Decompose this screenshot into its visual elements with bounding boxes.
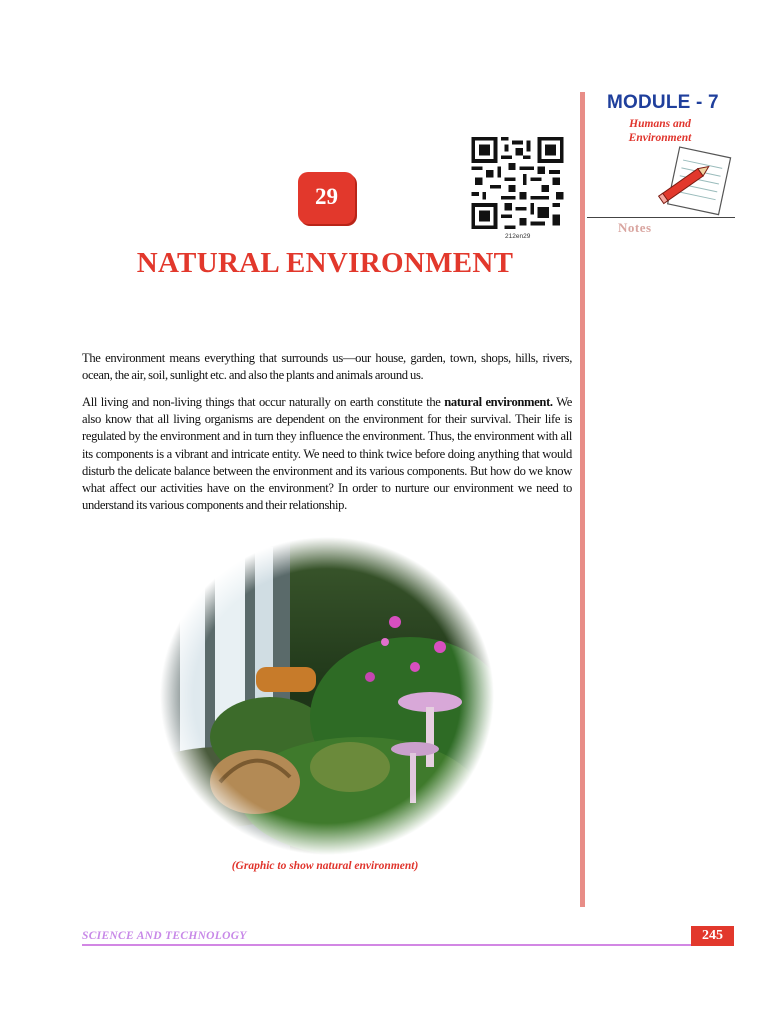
qr-code-label: 212en29 <box>505 233 531 240</box>
natural-environment-illustration <box>160 537 495 855</box>
margin-rule <box>580 92 585 907</box>
chapter-title: NATURAL ENVIRONMENT <box>136 247 514 279</box>
page-number: 245 <box>691 926 734 946</box>
notes-divider <box>587 217 735 218</box>
module-title: MODULE - 7 <box>607 92 719 113</box>
module-subtitle-line2: Environment <box>628 132 692 144</box>
intro-paragraph: The environment means everything that surrounds us—our house, garden, town, shops, hills, rivers, ocean, the air, soil, sunlight etc. and also the plants and animals around us. <box>82 351 572 383</box>
paragraph-text: We also know that all living organisms are dependent on the environment for their survival. Their life is regulated by the environment and in turn they influence the environment. Thus, the environment with all its components is a vibrant and intricate entity. We need to think twice before doing anything that would disturb the delicate balance between the environment and its various components. But how do we know what affect our activities have on the environment? In order to nurture our environment we need to understand its various components and their relationship. <box>82 395 573 513</box>
body-paragraph <box>82 394 572 514</box>
footer-divider <box>82 944 732 946</box>
chapter-number-badge: 29 <box>298 172 355 224</box>
footer-subject: SCIENCE AND TECHNOLOGY <box>82 930 247 942</box>
notes-label: Notes <box>618 220 652 235</box>
figure-caption: (Graphic to show natural environment) <box>231 860 419 872</box>
key-term: natural environment. <box>444 395 553 409</box>
qr-code-icon <box>469 137 566 229</box>
module-subtitle <box>610 117 710 145</box>
notepad-pencil-icon <box>655 145 733 217</box>
module-subtitle-line1: Humans and <box>629 118 691 130</box>
paragraph-text: All living and non-living things that occur naturally on earth constitute the <box>82 395 445 409</box>
